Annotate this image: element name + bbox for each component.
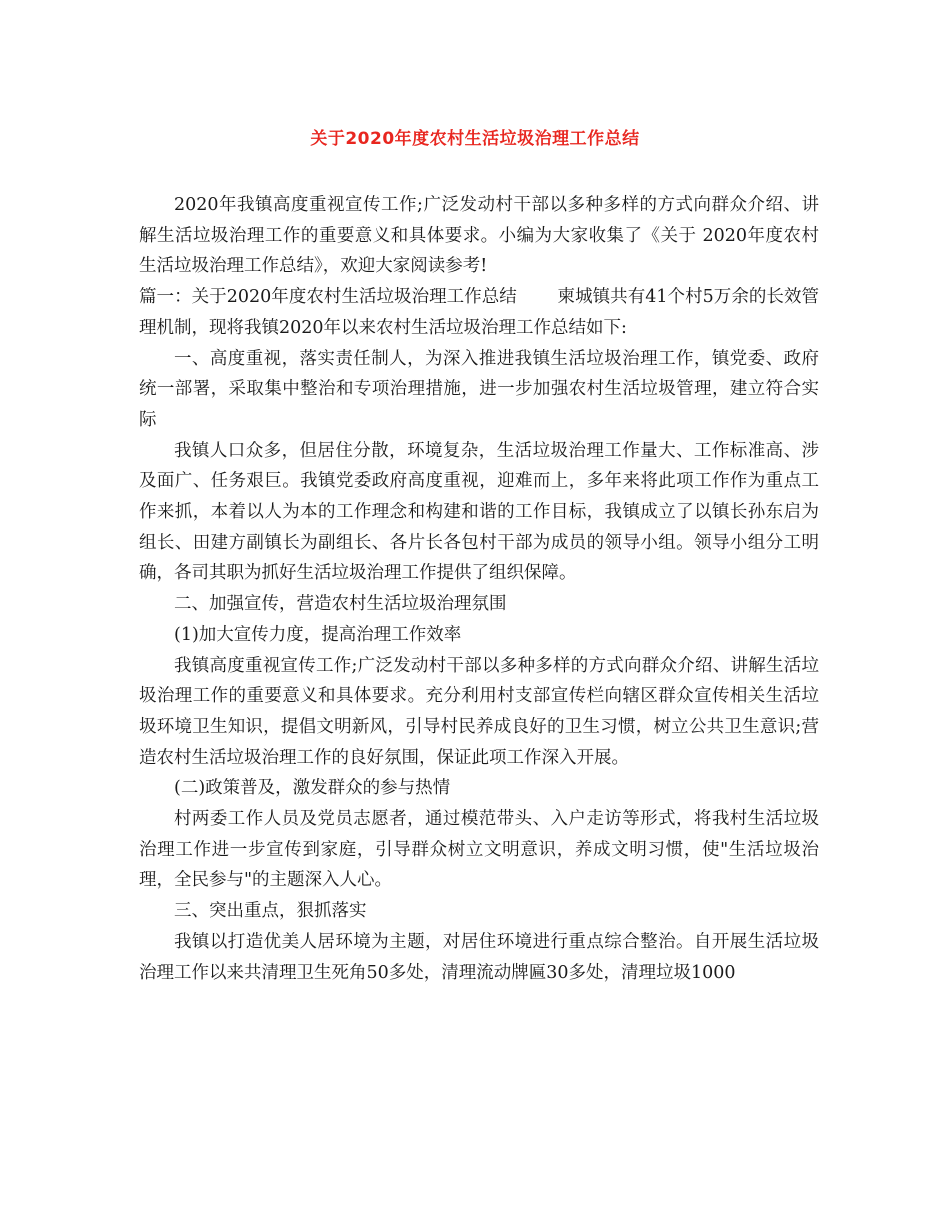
paragraph: 一、高度重视，落实责任制人，为深入推进我镇生活垃圾治理工作，镇党委、政府统一部署，采取集中整治和专项治理措施，进一步加强农村生活垃圾管理，建立符合实际 — [139, 348, 819, 430]
paragraph: 我镇高度重视宣传工作;广泛发动村干部以多种多样的方式向群众介绍、讲解生活垃圾治理工作的重要意义和具体要求。充分利用村支部宣传栏向辖区群众宣传相关生活垃圾环境卫生知识，提倡文明新风，引导村民养成良好的卫生习惯，树立公共卫生意识;营造农村生活垃圾治理工作的良好氛围，保证此项工作深入开展。 — [139, 655, 819, 768]
paragraph: 二、加强宣传，营造农村生活垃圾治理氛围 — [174, 594, 507, 615]
paragraph: 2020年我镇高度重视宣传工作;广泛发动村干部以多种多样的方式向群众介绍、讲解生活垃圾治理工作的重要意义和具体要求。小编为大家收集了《关于 2020年度农村生活垃圾治理工作总结》，欢迎大家阅读参考! — [139, 195, 819, 277]
document-title: 关于2020年度农村生活垃圾治理工作总结 — [310, 129, 640, 149]
paragraph: (1)加大宣传力度，提高治理工作效率 — [174, 624, 462, 645]
paragraph: 篇一：关于2020年度农村生活垃圾治理工作总结 柬城镇共有41个村5万余的长效管理机制，现将我镇2020年以来农村生活垃圾治理工作总结如下: — [139, 287, 819, 338]
paragraph: 三、突出重点，狠抓落实 — [174, 901, 367, 922]
document-body — [139, 190, 819, 988]
paragraph: (二)政策普及，激发群众的参与热情 — [174, 778, 451, 799]
paragraph: 我镇人口众多，但居住分散，环境复杂，生活垃圾治理工作量大、工作标准高、涉及面广、任务艰巨。我镇党委政府高度重视，迎难而上，多年来将此项工作作为重点工作来抓，本着以人为本的工作理念和构建和谐的工作目标，我镇成立了以镇长孙东启为组长、田建方副镇长为副组长、各片长各包村干部为成员的领导小组。领导小组分工明确，各司其职为抓好生活垃圾治理工作提供了组织保障。 — [139, 440, 819, 584]
paragraph: 村两委工作人员及党员志愿者，通过模范带头、入户走访等形式，将我村生活垃圾治理工作进一步宣传到家庭，引导群众树立文明意识，养成文明习惯，使"生活垃圾治理，全民参与"的主题深入人心。 — [139, 809, 819, 891]
paragraph: 我镇以打造优美人居环境为主题，对居住环境进行重点综合整治。自开展生活垃圾治理工作以来共清理卫生死角50多处，清理流动牌匾30多处，清理垃圾1000 — [139, 931, 819, 983]
